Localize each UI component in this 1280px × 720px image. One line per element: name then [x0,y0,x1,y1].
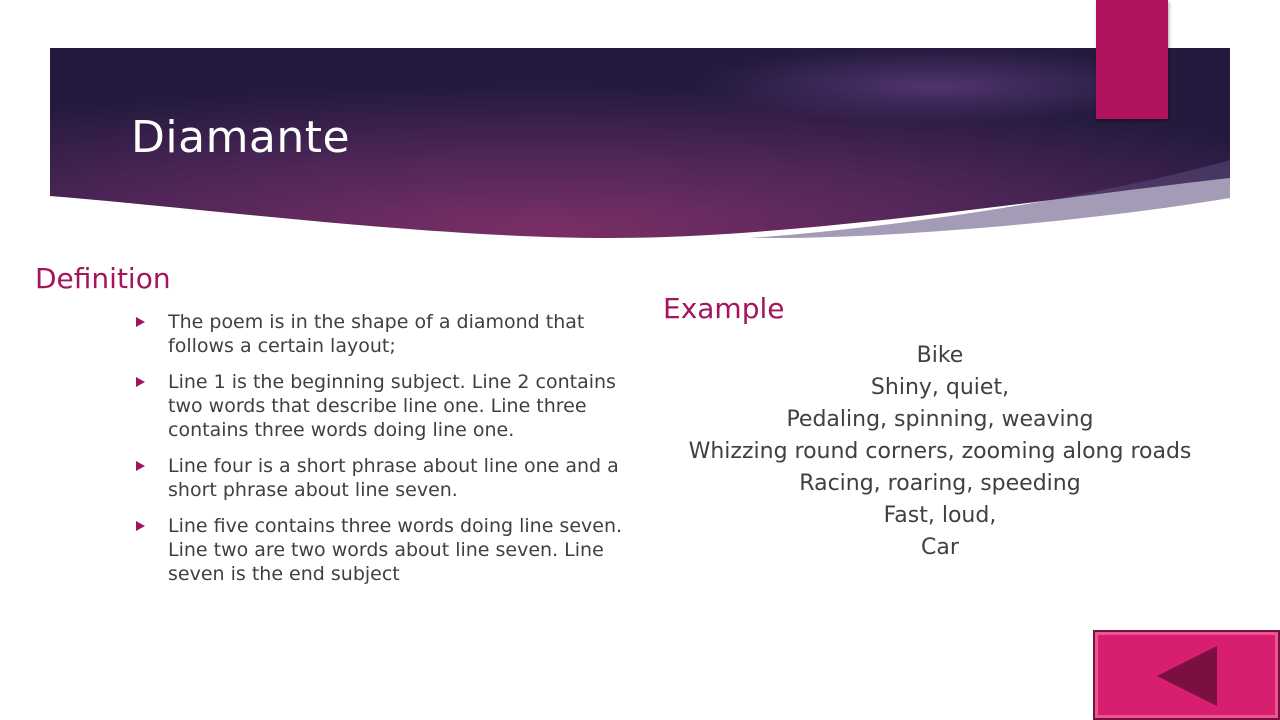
bullet-text: The poem is in the shape of a diamond that follows a certain layout; [168,311,585,357]
accent-tab [1096,0,1168,119]
bullet-text: Line five contains three words doing line seven. Line two are two words about line seven. Line seven is the end subject [168,515,623,585]
definition-heading: Definition [35,262,171,295]
back-button[interactable] [1093,630,1280,720]
triangle-right-icon [136,317,145,327]
example-heading: Example [663,292,785,325]
bullet-item [133,514,623,586]
bullet-item [133,310,623,358]
poem-line: Shiny, quiet, [870,375,1010,400]
poem-line: Fast, loud, [883,503,997,528]
bullet-item [133,370,623,442]
poem-line: Whizzing round corners, zooming along roads [688,439,1192,464]
poem-line: Bike [916,343,964,368]
poem-line: Pedaling, spinning, weaving [786,407,1094,432]
example-poem [640,340,1240,564]
triangle-right-icon [136,521,145,531]
poem-line: Car [921,535,959,560]
bullet-text: Line 1 is the beginning subject. Line 2 contains two words that describe line one. Line three contains three words doing line one. [168,371,616,441]
slide-title: Diamante [131,112,351,163]
triangle-right-icon [136,461,145,471]
bullet-text: Line four is a short phrase about line one and a short phrase about line seven. [168,455,619,501]
poem-line: Racing, roaring, speeding [799,471,1081,496]
triangle-left-icon [1153,642,1223,710]
definition-bullet-list [133,310,623,598]
triangle-right-icon [136,377,145,387]
bullet-item [133,454,623,502]
